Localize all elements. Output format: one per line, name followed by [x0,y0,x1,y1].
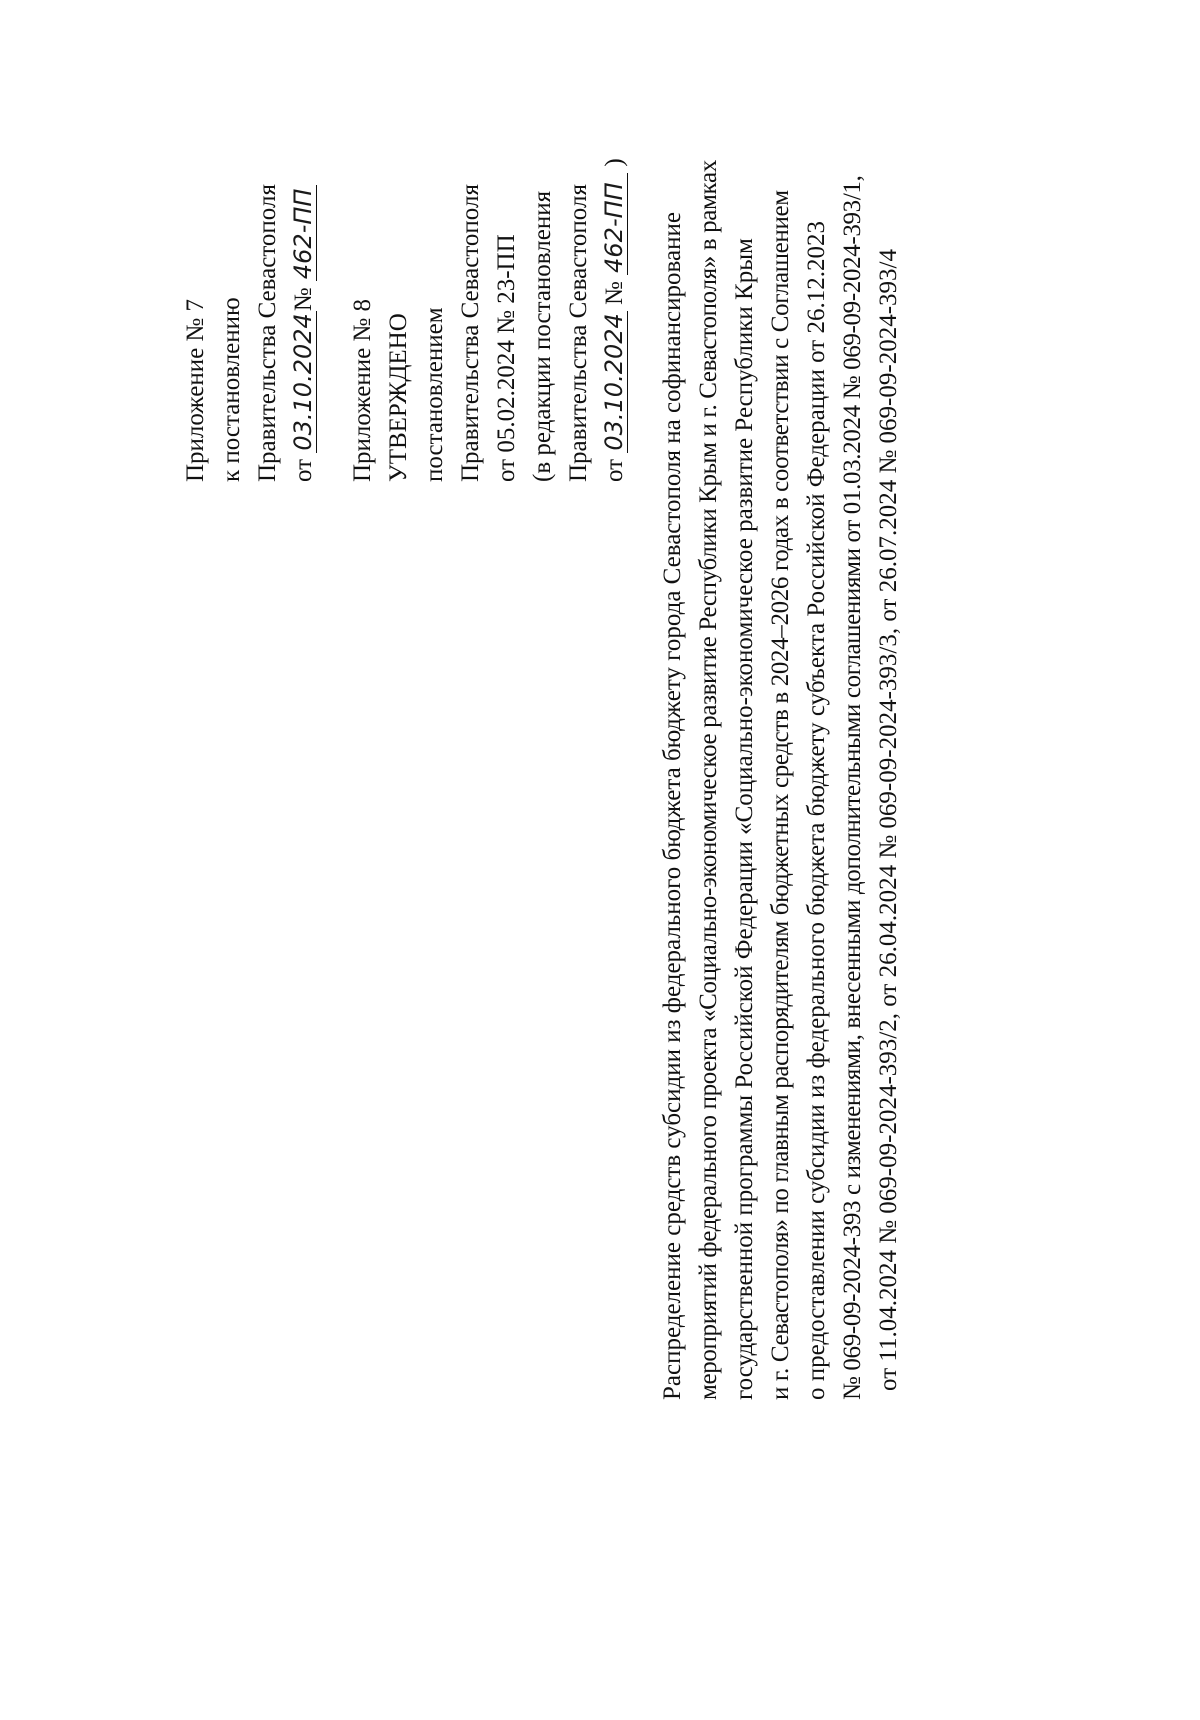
title-line: мероприятий федерального проекта «Социально-экономическое развитие Республики Крым и г. Севастополя» в рамках [695,160,722,1400]
appendix-8-number-sign: № [601,274,628,312]
appendix-7-header [178,184,322,482]
appendix-7-from-prefix: от [290,452,317,482]
appendix-8-edition-note: (в редакции постановления [529,190,556,482]
document-title [655,160,907,1400]
title-line: государственной программы Российской Федерации «Социально-экономическое развитие Республики Крым [731,238,758,1400]
appendix-8-approved: УТВЕРЖДЕНО [385,313,412,482]
appendix-7-label: Приложение № 7 [182,298,209,482]
appendix-8-handwritten-number: 462-ПП [601,173,628,275]
appendix-8-header [345,158,633,482]
title-line: Распределение средств субсидии из федерального бюджета бюджету города Севастополя на софинансирование [659,212,686,1400]
appendix-8-closing-paren: ) [601,158,628,173]
appendix-8-original-resolution: от 05.02.2024 № 23-ПП [493,234,520,482]
appendix-7-government: Правительства Севастополя [254,184,281,482]
appendix-7-date-line [286,184,322,482]
appendix-7-handwritten-date: 03.10.2024 [289,313,317,451]
appendix-7-number-sign: № [290,281,317,312]
title-line: от 11.04.2024 № 069-09-2024-393/2, от 26.04.2024 № 069-09-2024-393/3, от 26.07.2024 № 069-09-2024-393/4 [875,249,902,1391]
appendix-8-from-prefix: от [601,452,628,482]
appendix-8-government: Правительства Севастополя [457,184,484,482]
title-line: и г. Севастополя» по главным распорядителям бюджетных средств в 2024–2026 годах в соответствии с Соглашением [767,190,794,1400]
appendix-8-handwritten-date: 03.10.2024 [600,313,628,451]
appendix-7-handwritten-number: 462-ПП [290,185,317,281]
appendix-8-date-line [597,158,633,482]
appendix-7-to-resolution: к постановлению [218,297,245,482]
title-line: о предоставлении субсидии из федерального бюджета бюджету субъекта Российской Федерации от 26.12.2023 [803,221,830,1400]
appendix-8-edition-government: Правительства Севастополя [565,184,592,482]
appendix-8-label: Приложение № 8 [349,298,376,482]
title-line: № 069-09-2024-393 с изменениями, внесенными дополнительными соглашениями от 01.03.2024 № 069-09-2024-393/1, [839,175,866,1400]
appendix-8-by-resolution: постановлением [421,307,448,482]
